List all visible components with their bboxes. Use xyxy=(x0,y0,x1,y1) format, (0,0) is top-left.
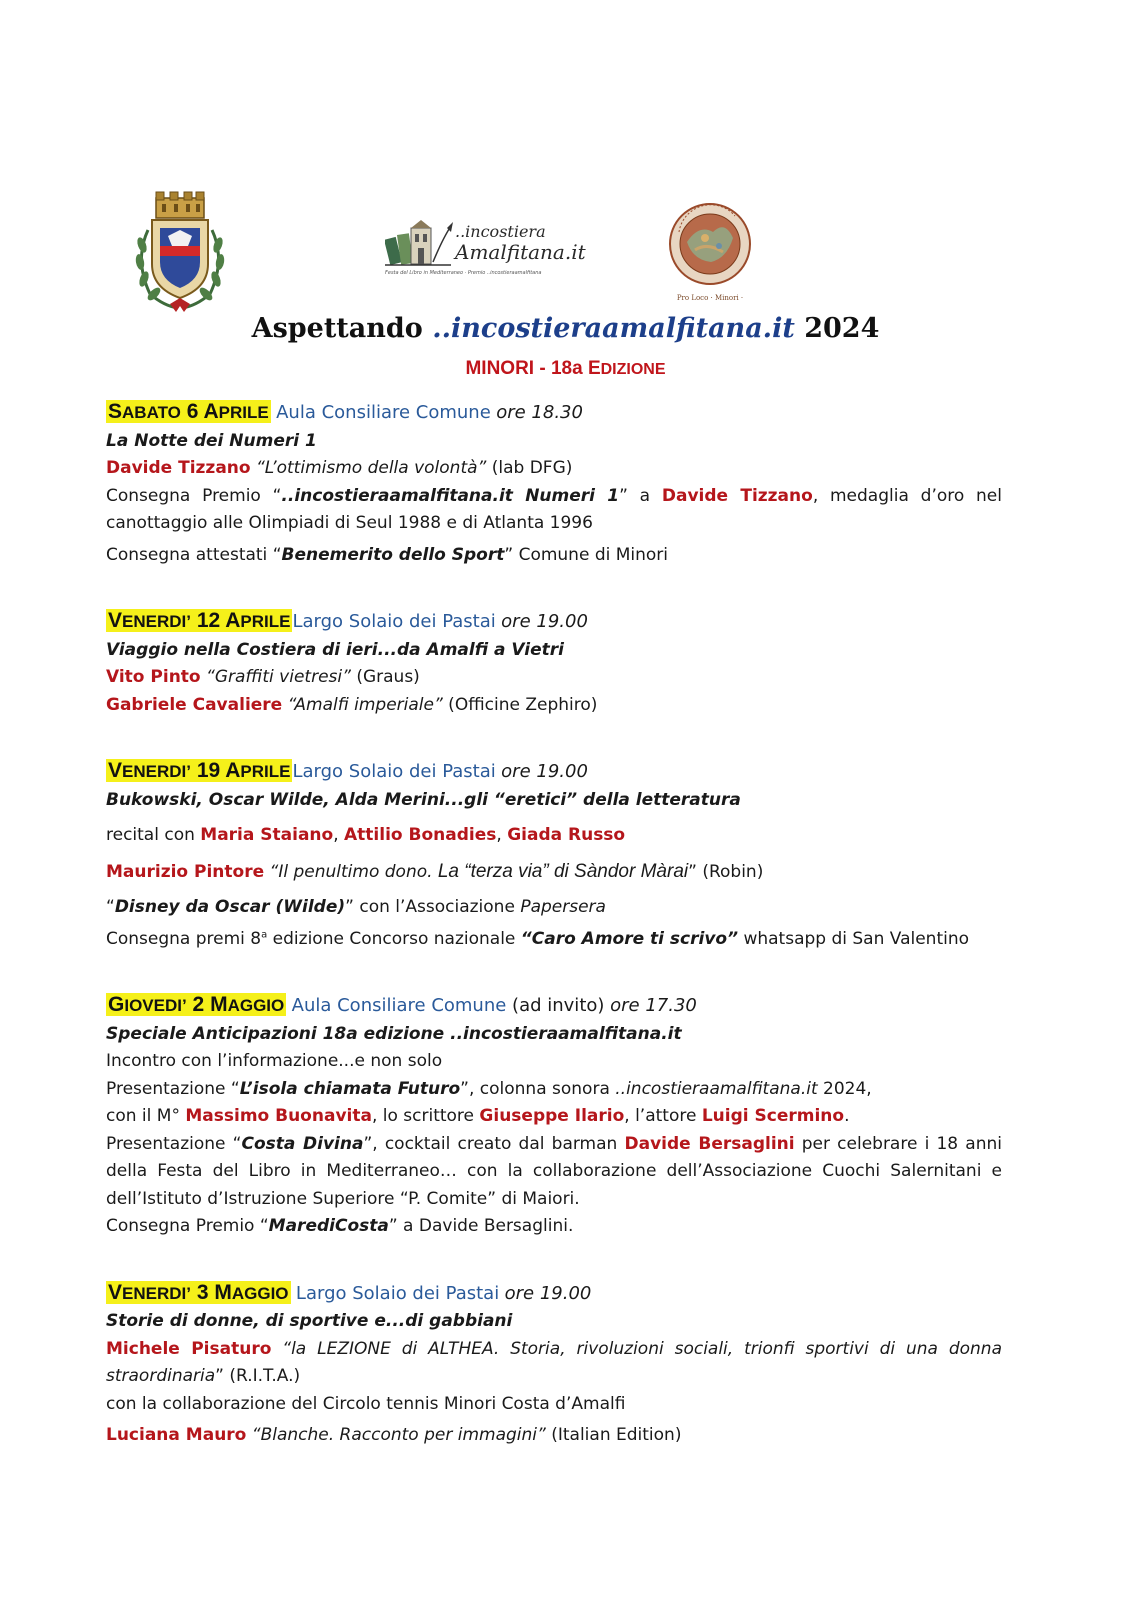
venue-note: (ad invito) xyxy=(506,995,611,1016)
event-date xyxy=(106,609,292,632)
event-venue: Largo Solaio dei Pastai xyxy=(292,611,496,632)
event-title: Speciale Anticipazioni 18a edizione ..incostieraamalfitana.it xyxy=(106,1023,682,1044)
text: ”, cocktail creato dal barman xyxy=(363,1133,625,1154)
book-title: “Il penultimo dono. xyxy=(264,861,433,882)
text: con il M° xyxy=(106,1106,186,1126)
page-subtitle xyxy=(0,358,1131,380)
association-name: Papersera xyxy=(520,897,606,917)
date-month: PRILE xyxy=(240,612,291,631)
text: Consegna attestati “ xyxy=(106,544,282,565)
event-line xyxy=(106,926,1002,954)
costiera-logo-line1: ..incostiera xyxy=(455,222,546,241)
incostiera-amalfitana-logo xyxy=(385,218,586,282)
page-title xyxy=(0,313,1131,344)
date-initial: V xyxy=(108,609,123,632)
event-line xyxy=(106,1103,1002,1131)
title-site: ..incostieraamalfitana.it xyxy=(432,313,795,344)
event-time: ore 17.30 xyxy=(610,995,697,1016)
date-month: AGGIO xyxy=(231,1283,289,1303)
date-month-initial: M xyxy=(210,993,228,1016)
book-title: “Graffiti vietresi” xyxy=(200,667,351,687)
person-name: Massimo Buonavita xyxy=(185,1106,372,1126)
comune-coat-of-arms-logo xyxy=(130,190,230,314)
event-heading xyxy=(106,1279,1002,1309)
text: , xyxy=(333,825,345,845)
event-time: ore 19.00 xyxy=(504,1282,592,1304)
date-month-initial: A xyxy=(225,759,241,782)
award-name: ..incostieraamalfitana.it Numeri 1 xyxy=(281,485,620,506)
event-time: ore 19.00 xyxy=(501,761,588,782)
date-month: AGGIO xyxy=(227,996,285,1015)
award-name: Benemerito dello Sport xyxy=(281,544,505,565)
text: , lo scrittore xyxy=(371,1106,480,1126)
event-paragraph xyxy=(106,1131,1002,1214)
date-number: 6 xyxy=(180,400,204,423)
event-line xyxy=(106,1213,1002,1241)
publisher: ” (R.I.T.A.) xyxy=(215,1366,301,1386)
text: ” con l’Associazione xyxy=(345,897,521,917)
superscript: a xyxy=(261,928,268,940)
book-title: “L’ottimismo della volontà” xyxy=(250,458,487,478)
event-line xyxy=(106,455,1002,483)
person-name: Luigi Scermino xyxy=(701,1106,845,1126)
event-title: Storie di donne, di sportive e...di gabbiani xyxy=(106,1311,513,1331)
site-name: ..incostieraamalfitana.it xyxy=(615,1078,818,1099)
event-line: con la collaborazione del Circolo tennis Minori Costa d’Amalfi xyxy=(106,1393,626,1414)
performer-name: Attilio Bonadies xyxy=(344,825,497,845)
date-weekday: ENERDI’ xyxy=(122,762,191,781)
date-weekday: ABATO xyxy=(122,403,181,422)
book-title: “Blanche. Racconto per immagini” xyxy=(246,1425,546,1445)
date-number: 3 xyxy=(190,1280,215,1304)
pro-loco-minori-seal xyxy=(665,202,755,312)
event-line xyxy=(106,894,1002,922)
text: 2024, xyxy=(817,1078,872,1099)
author-name: Davide Tizzano xyxy=(106,458,251,478)
event-line xyxy=(106,822,1002,850)
event-line xyxy=(106,858,1002,887)
edition: (Italian Edition) xyxy=(545,1425,682,1445)
publisher: (Officine Zephiro) xyxy=(442,694,598,715)
date-number: 19 xyxy=(190,759,226,782)
pro-loco-caption: Pro Loco · Minori · xyxy=(676,294,744,302)
show-title: Disney da Oscar (Wilde) xyxy=(114,897,346,917)
text: Presentazione “ xyxy=(106,1078,240,1099)
event-date xyxy=(106,759,292,782)
author-name: Michele Pisaturo xyxy=(106,1338,272,1359)
contest-name: “Caro Amore ti scrivo” xyxy=(520,928,739,949)
event-6-april xyxy=(106,398,1002,569)
text: Consegna Premio “ xyxy=(106,485,282,506)
date-month-initial: A xyxy=(225,609,241,632)
costiera-logo-tagline: Festa del Libro in Mediterraneo · Premio ..incostieraamalfitana xyxy=(385,270,542,276)
author-name: Vito Pinto xyxy=(106,667,201,687)
costiera-logo-line2: Amalfitana.it xyxy=(455,240,586,264)
date-initial: G xyxy=(108,993,125,1016)
event-3-may xyxy=(106,1279,1002,1450)
title-prefix: Aspettando xyxy=(251,313,433,344)
text: ” a Davide Bersaglini. xyxy=(388,1216,574,1236)
event-program xyxy=(106,398,1002,1450)
performer-name: Giada Russo xyxy=(507,825,626,845)
text: whatsapp di San Valentino xyxy=(738,928,970,949)
event-line: Incontro con l’informazione...e non solo xyxy=(106,1051,443,1071)
event-2-may xyxy=(106,991,1002,1241)
person-name: Giuseppe Ilario xyxy=(479,1106,625,1126)
event-line xyxy=(106,542,1002,570)
publisher: (lab DFG) xyxy=(486,458,573,478)
publisher: (Graus) xyxy=(350,667,420,687)
author-name: Gabriele Cavaliere xyxy=(106,694,283,715)
award-name: MarediCosta xyxy=(268,1216,389,1236)
event-time: ore 19.00 xyxy=(501,611,588,632)
event-heading xyxy=(106,607,1002,637)
title-year: 2024 xyxy=(794,313,880,344)
event-12-april xyxy=(106,607,1002,719)
date-weekday: IOVEDI’ xyxy=(124,996,187,1015)
event-heading xyxy=(106,398,1002,428)
event-line xyxy=(106,664,1002,692)
event-heading xyxy=(106,991,1002,1021)
subtitle-small: DIZIONE xyxy=(600,361,666,378)
text: Consegna premi 8 xyxy=(106,928,262,949)
event-line xyxy=(106,1422,1002,1450)
text: . xyxy=(844,1106,850,1126)
text: ” a xyxy=(619,485,662,506)
event-venue: Aula Consiliare Comune xyxy=(291,995,507,1016)
event-heading xyxy=(106,757,1002,787)
subtitle-main: MINORI - 18a E xyxy=(465,358,601,379)
performer-name: Maria Staiano xyxy=(200,825,334,845)
text: Consegna Premio “ xyxy=(106,1216,269,1236)
event-title: Viaggio nella Costiera di ieri...da Amalfi a Vietri xyxy=(106,639,564,660)
text: “ xyxy=(106,897,115,917)
event-19-april xyxy=(106,757,1002,953)
text: per celebrare i 18 anni della Festa del Libro in Mediterraneo… con la collaborazione dell’Associazione Cuochi Salernitani e dell’Istituto d’Istruzione Superiore “P. Comite” di Maiori. xyxy=(106,1133,1002,1209)
book-title: La “terza via” di Sàndor Màrai xyxy=(432,860,689,882)
text: recital con xyxy=(106,825,201,845)
event-paragraph xyxy=(106,1336,1002,1391)
text: , l’attore xyxy=(624,1106,702,1126)
date-month: PRILE xyxy=(240,762,291,781)
date-weekday: ENERDI’ xyxy=(122,1283,191,1303)
event-date xyxy=(106,993,286,1016)
event-line xyxy=(106,692,1002,720)
event-line xyxy=(106,1076,1002,1104)
event-venue: Largo Solaio dei Pastai xyxy=(292,761,496,782)
book-title: “la LEZIONE di ALTHEA. Storia, rivoluzioni sociali, trionfi sportivi di una donna straordinaria xyxy=(106,1338,1002,1386)
logo-row xyxy=(0,190,1131,320)
event-date xyxy=(106,400,271,423)
date-month: PRILE xyxy=(218,403,269,422)
cocktail-name: Costa Divina xyxy=(241,1133,364,1154)
author-name: Davide Tizzano xyxy=(661,485,813,506)
date-weekday: ENERDI’ xyxy=(122,612,191,631)
text: ” Comune di Minori xyxy=(504,544,669,565)
date-month-initial: M xyxy=(214,1280,232,1304)
event-venue: Largo Solaio dei Pastai xyxy=(295,1282,500,1304)
event-venue: Aula Consiliare Comune xyxy=(276,402,491,423)
date-month-initial: A xyxy=(203,400,219,423)
event-title: La Notte dei Numeri 1 xyxy=(106,430,317,451)
book-title: “Amalfi imperiale” xyxy=(282,694,443,715)
publisher: ” (Robin) xyxy=(688,861,764,882)
date-number: 12 xyxy=(190,609,226,632)
date-initial: V xyxy=(108,1280,123,1304)
costiera-logo-text xyxy=(455,222,586,262)
work-title: L’isola chiamata Futuro xyxy=(239,1078,461,1099)
text: ”, colonna sonora xyxy=(460,1078,616,1099)
text: Presentazione “ xyxy=(106,1133,242,1154)
text: , medaglia d’oro nel canottaggio alle Olimpiadi di Seul 1988 e di Atlanta 1996 xyxy=(106,485,1002,533)
text: edizione Concorso nazionale xyxy=(267,928,521,949)
event-date xyxy=(106,1281,291,1304)
event-paragraph xyxy=(106,483,1002,538)
author-name: Luciana Mauro xyxy=(106,1425,247,1445)
date-initial: S xyxy=(108,400,123,423)
author-name: Maurizio Pintore xyxy=(106,861,265,882)
date-number: 2 xyxy=(186,993,211,1016)
date-initial: V xyxy=(108,759,123,782)
event-time: ore 18.30 xyxy=(496,402,583,423)
person-name: Davide Bersaglini xyxy=(624,1133,795,1154)
event-title: Bukowski, Oscar Wilde, Alda Merini...gli “eretici” della letteratura xyxy=(106,789,741,810)
text: , xyxy=(496,825,508,845)
